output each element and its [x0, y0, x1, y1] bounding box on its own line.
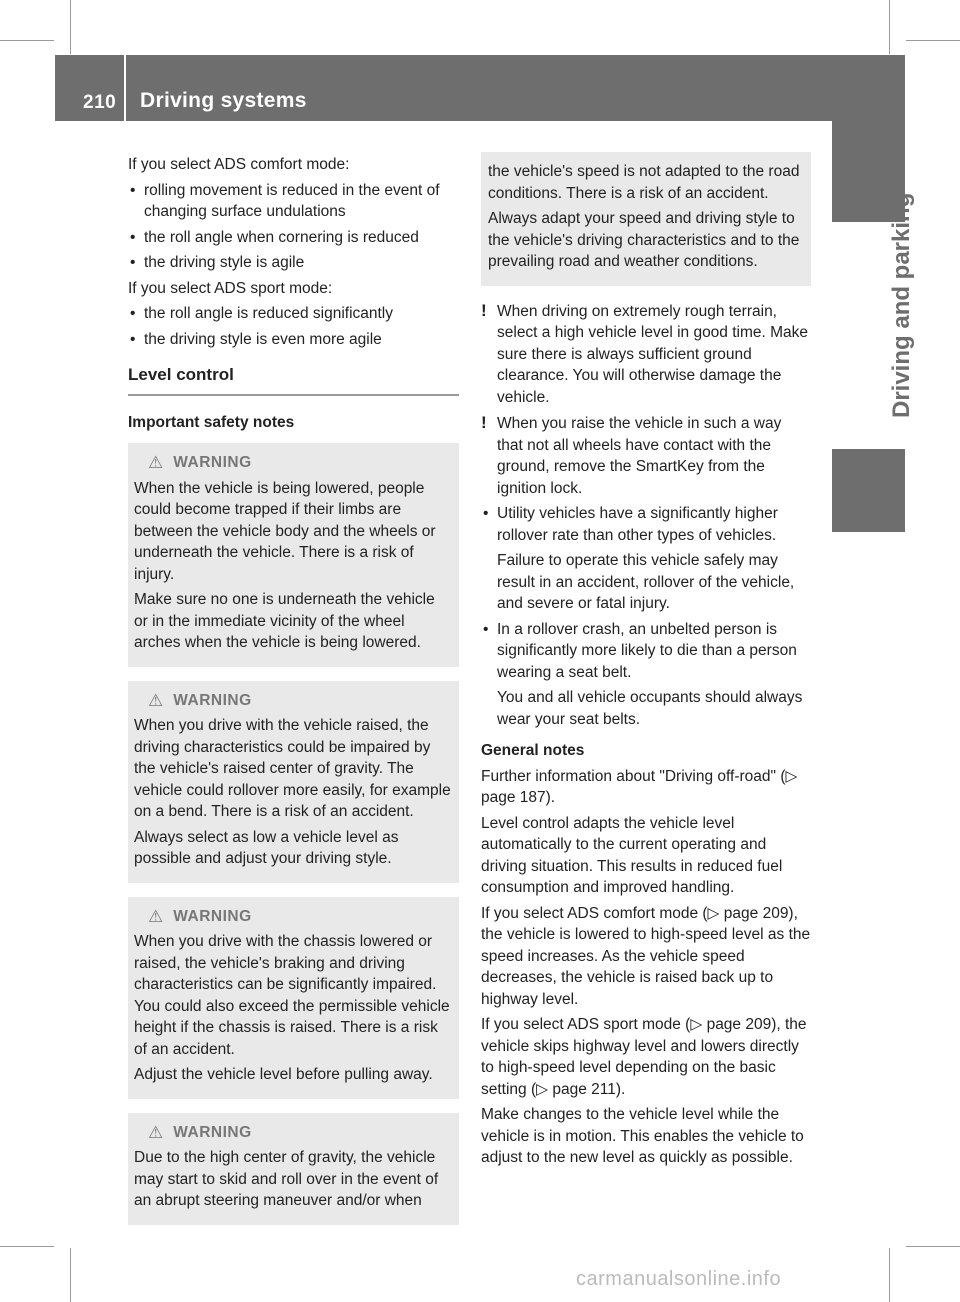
crop-mark	[70, 1248, 71, 1302]
left-column	[128, 154, 459, 1239]
warning-box	[128, 681, 459, 883]
warning-text: Due to the high center of gravity, the vehicle may start to skid and roll over in the event of an abrupt steering maneuver and/or when	[134, 1149, 439, 1209]
warning-title: WARNING	[173, 907, 252, 925]
warning-box	[128, 897, 459, 1099]
list-item: • rolling movement is reduced in the event of changing surface undulations	[130, 181, 440, 220]
warning-text: Always select as low a vehicle level as possible and adjust your driving style.	[134, 828, 399, 867]
crop-mark	[889, 1248, 890, 1302]
paragraph: Level control adapts the vehicle level automatically to the current operating and driving situation. This results in reduced fuel consumption and improved handling.	[481, 814, 783, 896]
paragraph: Further information about "Driving off-road" (▷ page 187).	[481, 767, 798, 806]
warning-icon: ⚠	[148, 1122, 164, 1142]
crop-mark	[0, 40, 54, 41]
list-item: • In a rollover crash, an unbelted person is significantly more likely to die than a person wearing a seat belt.	[483, 620, 797, 681]
note-item: ! When you raise the vehicle in such a way that not all wheels have contact with the ground, remove the SmartKey from the ignition lock.	[481, 413, 782, 497]
note-item: ! When driving on extremely rough terrain, select a high vehicle level in good time. Make sure there is always sufficient ground clearance. You will otherwise damage the vehicle.	[481, 300, 809, 406]
crop-mark	[0, 1246, 54, 1247]
paragraph: If you select ADS sport mode (▷ page 209), the vehicle skips highway level and lowers directly to high-speed level depending on the basic setting (▷ page 211).	[481, 1016, 807, 1098]
warning-text: Make sure no one is underneath the vehicle or in the immediate vicinity of the wheel arches when the vehicle is being lowered.	[134, 591, 435, 651]
list-item: • Utility vehicles have a significantly higher rollover rate than other types of vehicles.	[483, 505, 778, 544]
list-item: • the driving style is even more agile	[130, 330, 382, 348]
warning-text: When you drive with the vehicle raised, the driving characteristics could be impaired by the vehicle's raised center of gravity. The vehicle could rollover more easily, for example on a bend. There is a risk of an accident.	[134, 717, 451, 820]
warning-title: WARNING	[173, 454, 252, 471]
paragraph: If you select ADS comfort mode (▷ page 209), the vehicle is lowered to high-speed level as the speed increases. As the vehicle speed decreases, the vehicle is raised back up to highway level.	[481, 904, 811, 1008]
watermark: carmanualsonline.info	[576, 1268, 782, 1290]
warning-text: When the vehicle is being lowered, people could become trapped if their limbs are between the vehicle body and the wheels or underneath the vehicle. There is a risk of injury.	[134, 479, 436, 583]
list-item-detail: Failure to operate this vehicle safely may result in an accident, rollover of the vehicle, and severe or fatal injury.	[497, 552, 795, 612]
side-tab-label: Driving and parking	[888, 192, 915, 418]
exclamation-icon: !	[481, 413, 487, 432]
heading-level-control: Level control	[128, 364, 459, 396]
crop-mark	[906, 40, 960, 41]
heading-general-notes: General notes	[481, 742, 585, 759]
warning-icon: ⚠	[148, 453, 164, 472]
right-column	[481, 152, 811, 1173]
warning-icon: ⚠	[148, 690, 164, 710]
warning-text: Always adapt your speed and driving style to the vehicle's driving characteristics and to the prevailing road and weather conditions.	[488, 210, 800, 270]
warning-title: WARNING	[173, 1123, 252, 1141]
warning-icon: ⚠	[148, 906, 164, 926]
warning-text: Adjust the vehicle level before pulling away.	[134, 1066, 433, 1083]
warning-text: When you drive with the chassis lowered or raised, the vehicle's braking and driving characteristics can be significantly impaired. You could also exceed the permissible vehicle height if the chassis is raised. There is a risk of an accident.	[134, 933, 450, 1058]
page-number: 210	[83, 92, 117, 113]
warning-box	[128, 443, 459, 667]
warning-box-continued	[481, 152, 811, 286]
list-item-detail: You and all vehicle occupants should always wear your seat belts.	[497, 689, 803, 728]
warning-title: WARNING	[173, 691, 252, 709]
header-separator	[124, 55, 126, 121]
warning-box	[128, 1113, 459, 1225]
crop-mark	[70, 0, 71, 54]
warning-text: the vehicle's speed is not adapted to the road conditions. There is a risk of an accident.	[488, 163, 800, 202]
side-tab-marker	[832, 449, 905, 532]
paragraph: Make changes to the vehicle level while the vehicle is in motion. This enables the vehicle to adjust to the new level as quickly as possible.	[481, 1106, 804, 1166]
heading-safety-notes: Important safety notes	[128, 413, 295, 431]
list-item: • the roll angle is reduced significantly	[130, 305, 393, 322]
list-item: • the roll angle when cornering is reduced	[130, 228, 419, 246]
comfort-intro: If you select ADS comfort mode:	[128, 156, 350, 173]
crop-mark	[906, 1246, 960, 1247]
crop-mark	[889, 0, 890, 54]
exclamation-icon: !	[481, 300, 487, 320]
section-title: Driving systems	[140, 89, 307, 112]
sport-intro: If you select ADS sport mode:	[128, 279, 333, 297]
list-item: • the driving style is agile	[130, 254, 305, 271]
